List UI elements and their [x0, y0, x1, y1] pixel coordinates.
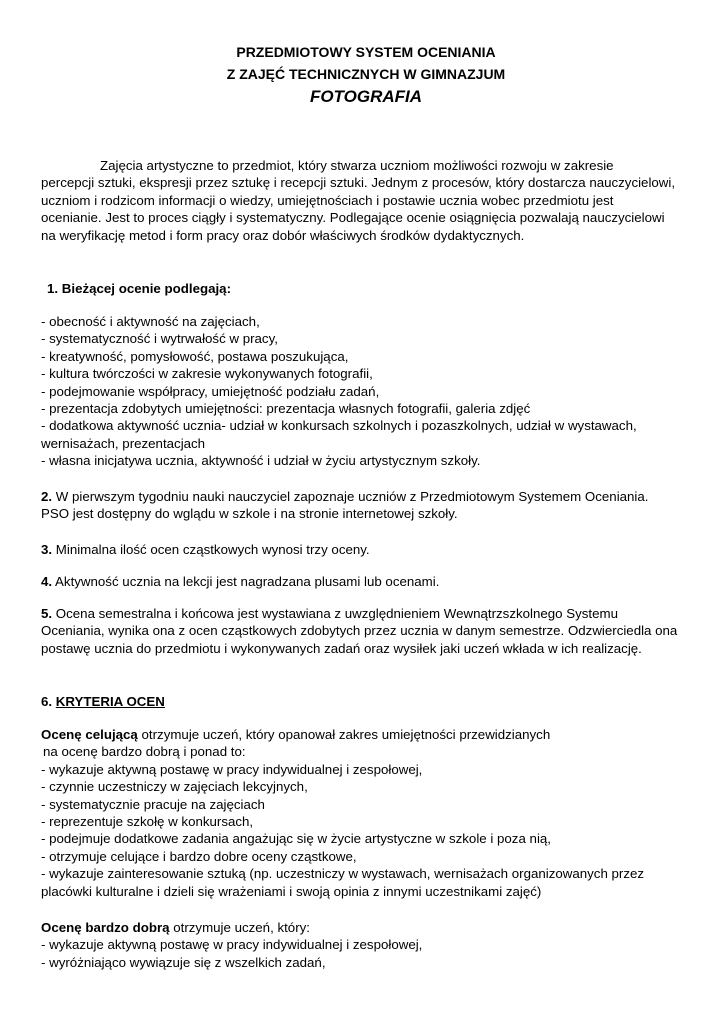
- section-title: KRYTERIA OCEN: [55, 694, 165, 709]
- grade-label: Ocenę bardzo dobrą: [41, 920, 170, 935]
- document-subject: FOTOGRAFIA: [309, 87, 423, 106]
- list-item: - podejmowanie współpracy, umiejętność podziału zadań,: [41, 383, 380, 399]
- point-3: [41, 541, 691, 558]
- point-5: [41, 605, 691, 657]
- list-item: - kultura twórczości w zakresie wykonywanych fotografii,: [41, 366, 373, 382]
- point-4: [41, 573, 691, 590]
- intro-line: uczniom i rodzicom informacji o wiedzy, umiejętnościach i postawie ucznia wobec przedmiotu jest: [41, 192, 614, 208]
- list-item: wernisażach, prezentacjach: [41, 435, 206, 451]
- point-text: Minimalna ilość ocen cząstkowych wynosi trzy oceny.: [52, 542, 370, 557]
- intro-line: na weryfikację metod i form pracy oraz dobór właściwych środków dydaktycznych.: [41, 227, 525, 243]
- list-item: - kreatywność, pomysłowość, postawa poszukująca,: [41, 348, 349, 364]
- point-number: 2.: [41, 489, 53, 504]
- section1-list: [41, 313, 691, 470]
- list-item: - prezentacja zdobytych umiejętności: prezentacja własnych fotografii, galeria zdjęć: [41, 401, 531, 417]
- point-number: 5.: [41, 606, 53, 621]
- intro-paragraph: [41, 157, 691, 244]
- list-item: - systematyczność i wytrwałość w pracy,: [41, 331, 278, 347]
- point-text: Oceniania, wynika ona z ocen cząstkowych zdobytych przez ucznia w danym semestrze. Odzwierciedla ona: [41, 623, 678, 639]
- point-number: 4.: [41, 574, 53, 589]
- point-text: postawę ucznia do przedmiotu i wykonywanych zadań oraz wysiłek jaki uczeń wkłada w ich realizację.: [41, 640, 642, 656]
- document-title-line2: Z ZAJĘĆ TECHNICZNYCH W GIMNAZJUM: [226, 66, 506, 82]
- section1-heading: 1. Bieżącej ocenie podlegają:: [47, 281, 232, 296]
- point-text: W pierwszym tygodniu nauki nauczyciel zapoznaje uczniów z Przedmiotowym Systemem Oceniania.: [52, 489, 649, 504]
- list-item: - wyróżniająco wywiązuje się z wszelkich zadań,: [41, 954, 326, 970]
- list-item: - wykazuje aktywną postawę w pracy indywidualnej i zespołowej,: [41, 937, 423, 953]
- document-title-line1: PRZEDMIOTOWY SYSTEM OCENIANIA: [236, 44, 496, 60]
- point-number: 3.: [41, 542, 53, 557]
- grade-celujaca: [41, 726, 691, 900]
- list-item: - otrzymuje celujące i bardzo dobre oceny cząstkowe,: [41, 848, 357, 864]
- list-item: - wykazuje aktywną postawę w pracy indywidualnej i zespołowej,: [41, 761, 423, 777]
- grade-text: otrzymuje uczeń, który opanował zakres umiejętności przewidzianych: [137, 727, 551, 742]
- intro-line: ocenianie. Jest to proces ciągły i systematyczny. Podlegające ocenie osiągnięcia pozwalają nauczycielowi: [41, 210, 665, 226]
- grade-label: Ocenę celującą: [41, 727, 138, 742]
- list-item: - dodatkowa aktywność ucznia- udział w konkursach szkolnych i pozaszkolnych, udział w wystawach,: [41, 418, 637, 434]
- grade-text: otrzymuje uczeń, który:: [169, 920, 310, 935]
- list-item: - wykazuje zainteresowanie sztuką (np. uczestniczy w wystawach, wernisażach organizowanych przez: [41, 866, 645, 882]
- list-item: - obecność i aktywność na zajęciach,: [41, 314, 260, 329]
- point-text: Aktywność ucznia na lekcji jest nagradzana plusami lub ocenami.: [52, 574, 440, 589]
- section6-heading: [41, 693, 691, 710]
- list-item: - reprezentuje szkołę w konkursach,: [41, 814, 254, 830]
- list-item: - czynnie uczestniczy w zajęciach lekcyjnych,: [41, 779, 308, 795]
- point-text: PSO jest dostępny do wglądu w szkole i na stronie internetowej szkoły.: [41, 506, 458, 522]
- point-text: Ocena semestralna i końcowa jest wystawiana z uwzględnieniem Wewnątrzszkolnego Systemu: [52, 606, 618, 621]
- grade-bardzo-dobra: [41, 919, 691, 971]
- intro-line: Zajęcia artystyczne to przedmiot, który stwarza uczniom możliwości rozwoju w zakresie: [100, 158, 614, 173]
- intro-line: percepcji sztuki, ekspresji przez sztukę i recepcji sztuki. Jednym z procesów, który dostarcza nauczycielowi,: [41, 175, 676, 191]
- point-2: [41, 488, 691, 523]
- section-number: 6.: [41, 694, 56, 709]
- list-item: - podejmuje dodatkowe zadania angażując się w życie artystyczne w szkole i poza nią,: [41, 831, 551, 847]
- list-item: - systematycznie pracuje na zajęciach: [41, 796, 265, 812]
- list-item: - własna inicjatywa ucznia, aktywność i udział w życiu artystycznym szkoły.: [41, 453, 481, 469]
- list-item: placówki kulturalne i dzieli się wrażeniami i swoją opinia z innymi uczestnikami zajęć): [41, 883, 542, 899]
- grade-text: na ocenę bardzo dobrą i ponad to:: [43, 744, 246, 760]
